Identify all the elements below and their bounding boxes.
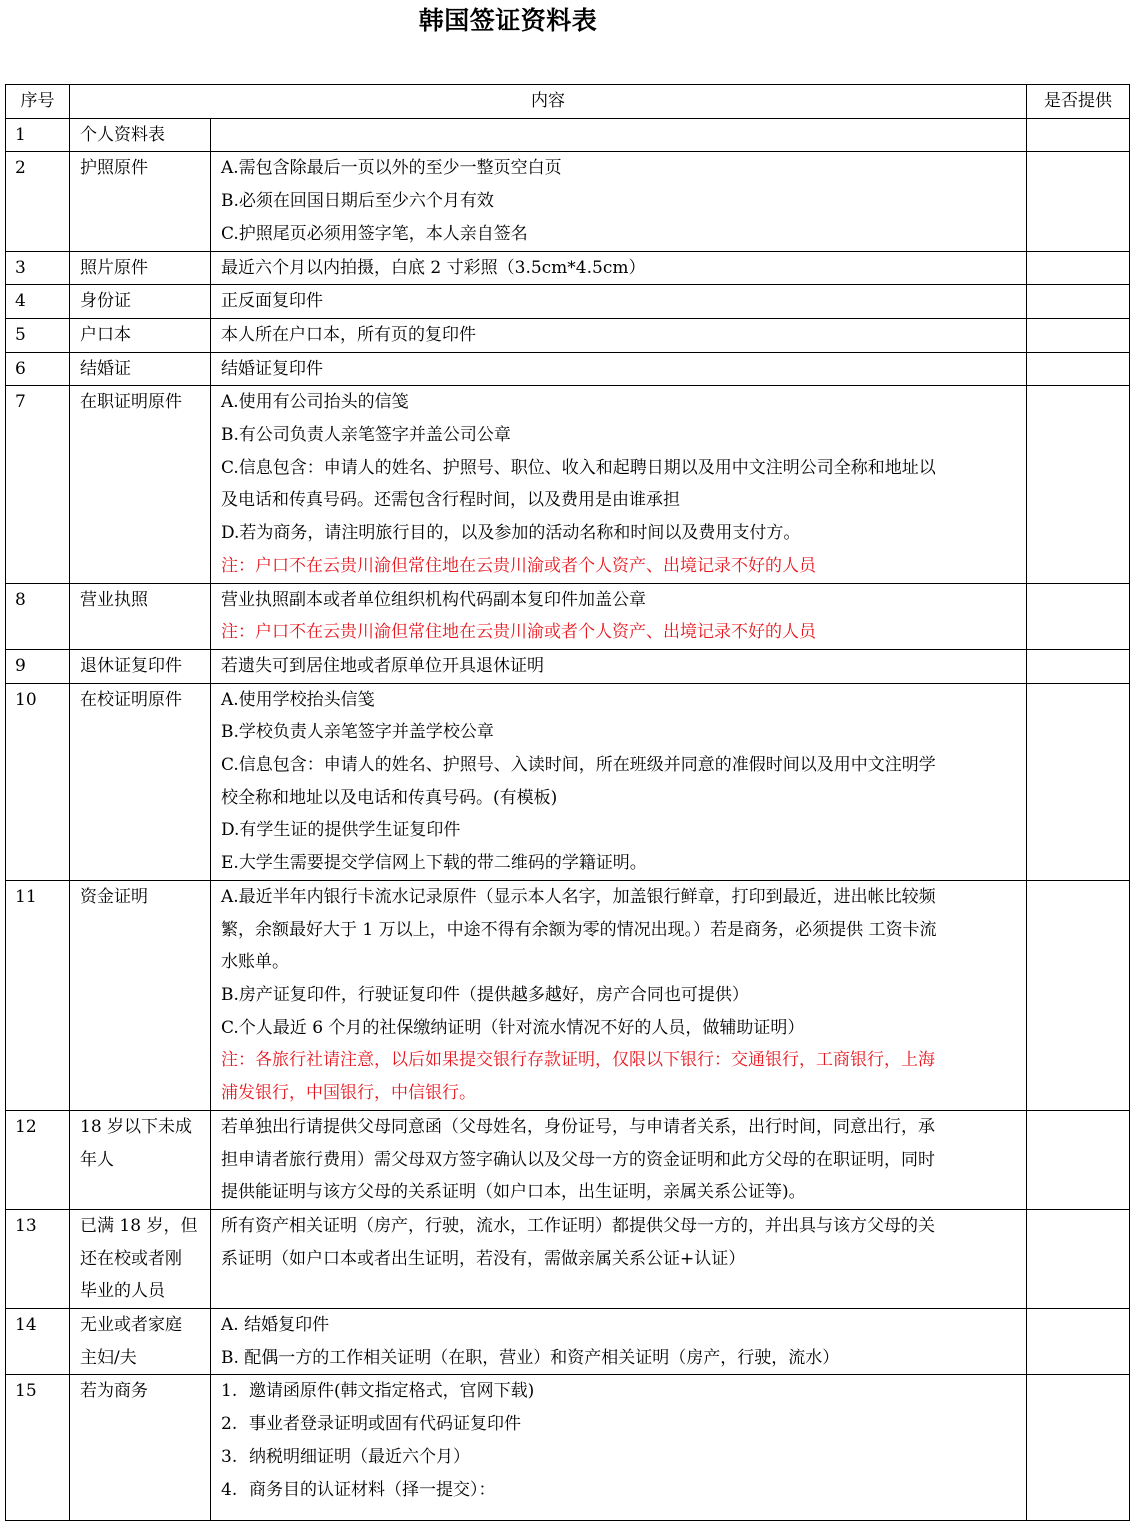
requirement-line: D.有学生证的提供学生证复印件: [221, 820, 461, 841]
page-title: 韩国签证资料表: [418, 6, 598, 35]
provided-checkbox-cell[interactable]: [1027, 118, 1130, 152]
requirement-line: 担申请者旅行费用）需父母双方签字确认以及父母一方的资金证明和此方父母的在职证明，同时: [221, 1149, 935, 1170]
requirement-line: A.使用学校抬头信笺: [221, 689, 375, 710]
provided-checkbox-cell[interactable]: [1027, 1309, 1130, 1375]
requirement-content: [211, 1209, 1027, 1308]
header-provided: 是否提供: [1027, 85, 1130, 119]
item-name: 身份证: [80, 291, 131, 312]
provided-checkbox-cell[interactable]: [1027, 386, 1130, 583]
document-item: [70, 386, 211, 583]
table-row: [6, 118, 1130, 152]
list-text: 事业者登录证明或固有代码证复印件: [249, 1414, 521, 1435]
requirement-content: [211, 683, 1027, 880]
requirement-line: B.有公司负责人亲笔签字并盖公司公章: [221, 425, 511, 446]
requirement-content: [211, 880, 1027, 1110]
document-item: [70, 583, 211, 649]
requirement-content: [211, 318, 1027, 352]
list-number: 1.: [221, 1381, 238, 1402]
requirement-line: 所有资产相关证明（房产，行驶，流水，工作证明）都提供父母一方的，并出具与该方父母的关: [221, 1215, 935, 1236]
list-item: [221, 1375, 1018, 1408]
document-item: [70, 1209, 211, 1308]
table-row: [6, 152, 1130, 251]
requirement-line: 若单独出行请提供父母同意函（父母姓名，身份证号，与申请者关系，出行时间，同意出行，承: [221, 1116, 935, 1137]
item-name: 资金证明: [80, 886, 148, 907]
requirement-line: A.需包含除最后一页以外的至少一整页空白页: [221, 158, 562, 179]
provided-checkbox-cell[interactable]: [1027, 1110, 1130, 1209]
table-row: [6, 318, 1130, 352]
table-row: [6, 1375, 1130, 1521]
list-number: 4.: [221, 1479, 238, 1500]
requirement-content: [211, 152, 1027, 251]
requirement-line: 系证明（如户口本或者出生证明，若没有，需做亲属关系公证+认证）: [221, 1248, 746, 1269]
item-name: 在校证明原件: [80, 689, 182, 710]
requirement-line: 繁，余额最好大于 1 万以上，中途不得有余额为零的情况出现。）若是商务，必须提供 工资卡流: [221, 919, 937, 940]
note-line: 浦发银行，中国银行，中信银行。: [221, 1083, 476, 1104]
row-number: 8: [6, 583, 70, 649]
requirement-line: 正反面复印件: [221, 291, 323, 312]
row-number: 7: [6, 386, 70, 583]
requirement-line: B. 配偶一方的工作相关证明（在职，营业）和资产相关证明（房产，行驶，流水）: [221, 1347, 840, 1368]
requirement-line: 结婚证复印件: [221, 358, 323, 379]
document-item: [70, 1309, 211, 1375]
document-item: [70, 251, 211, 285]
provided-checkbox-cell[interactable]: [1027, 649, 1130, 683]
table-row: [6, 683, 1130, 880]
document-item: [70, 1375, 211, 1521]
item-name: 退休证复印件: [80, 655, 182, 676]
row-number: 3: [6, 251, 70, 285]
document-item: [70, 683, 211, 880]
requirement-line: A.使用有公司抬头的信笺: [221, 392, 409, 413]
item-name: 护照原件: [80, 158, 148, 179]
row-number: 12: [6, 1110, 70, 1209]
list-number: 3.: [221, 1446, 238, 1467]
requirement-line: 本人所在户口本，所有页的复印件: [221, 324, 476, 345]
requirement-line: C.信息包含：申请人的姓名、护照号、职位、收入和起聘日期以及用中文注明公司全称和地址以: [221, 457, 936, 478]
provided-checkbox-cell[interactable]: [1027, 583, 1130, 649]
requirement-content: [211, 1309, 1027, 1375]
requirement-line: C.个人最近 6 个月的社保缴纳证明（针对流水情况不好的人员，做辅助证明）: [221, 1017, 805, 1038]
item-line: 无业或者家庭: [80, 1315, 182, 1336]
document-item: [70, 880, 211, 1110]
row-number: 5: [6, 318, 70, 352]
requirement-line: 营业执照副本或者单位组织机构代码副本复印件加盖公章: [221, 589, 646, 610]
requirement-content: [211, 285, 1027, 319]
requirement-line: 提供能证明与该方父母的关系证明（如户口本，出生证明，亲属关系公证等)。: [221, 1182, 806, 1203]
row-number: 13: [6, 1209, 70, 1308]
visa-document-table: [5, 84, 1130, 1521]
row-number: 11: [6, 880, 70, 1110]
provided-checkbox-cell[interactable]: [1027, 352, 1130, 386]
row-number: 1: [6, 118, 70, 152]
item-line: 还在校或者刚: [80, 1248, 182, 1269]
list-text: 纳税明细证明（最近六个月）: [249, 1446, 470, 1467]
table-row: [6, 1110, 1130, 1209]
item-line: 毕业的人员: [80, 1281, 165, 1302]
requirement-line: 水账单。: [221, 952, 289, 973]
item-name: 营业执照: [80, 589, 148, 610]
requirement-line: D.若为商务，请注明旅行目的，以及参加的活动名称和时间以及费用支付方。: [221, 523, 801, 544]
row-number: 4: [6, 285, 70, 319]
requirement-line: B.必须在回国日期后至少六个月有效: [221, 191, 494, 212]
table-row: [6, 386, 1130, 583]
requirement-line: E.大学生需要提交学信网上下载的带二维码的学籍证明。: [221, 853, 647, 874]
list-item: [221, 1441, 1018, 1474]
table-header-row: [6, 85, 1130, 119]
provided-checkbox-cell[interactable]: [1027, 880, 1130, 1110]
list-item: [221, 1474, 1018, 1507]
row-number: 10: [6, 683, 70, 880]
note-line: 注：各旅行社请注意，以后如果提交银行存款证明，仅限以下银行：交通银行，工商银行，上海: [221, 1050, 935, 1071]
requirement-content: [211, 649, 1027, 683]
table-row: [6, 880, 1130, 1110]
header-no: 序号: [6, 85, 70, 119]
document-item: [70, 118, 211, 152]
document-item: [70, 1110, 211, 1209]
requirement-content: [211, 251, 1027, 285]
row-number: 6: [6, 352, 70, 386]
requirement-line: B.学校负责人亲笔签字并盖学校公章: [221, 722, 494, 743]
requirement-content: [211, 1110, 1027, 1209]
requirement-line: 校全称和地址以及电话和传真号码。(有模板): [221, 787, 558, 808]
document-item: [70, 318, 211, 352]
item-name: 个人资料表: [80, 124, 165, 145]
table-row: [6, 285, 1130, 319]
table-row: [6, 1209, 1130, 1308]
provided-checkbox-cell[interactable]: [1027, 683, 1130, 880]
requirement-line: 若遗失可到居住地或者原单位开具退休证明: [221, 655, 544, 676]
document-item: [70, 649, 211, 683]
list-number: 2.: [221, 1414, 238, 1435]
requirement-line: A.最近半年内银行卡流水记录原件（显示本人名字，加盖银行鲜章，打印到最近，进出帐比较频: [221, 886, 936, 907]
table-row: [6, 251, 1130, 285]
item-name: 结婚证: [80, 358, 131, 379]
list-text: 邀请函原件(韩文指定格式，官网下载): [249, 1381, 535, 1402]
requirement-content: [211, 352, 1027, 386]
provided-checkbox-cell[interactable]: [1027, 1209, 1130, 1308]
item-line: 已满 18 岁，但: [80, 1215, 198, 1236]
row-number: 15: [6, 1375, 70, 1521]
item-line: 年人: [80, 1149, 114, 1170]
provided-checkbox-cell[interactable]: [1027, 152, 1130, 251]
row-number: 9: [6, 649, 70, 683]
requirement-line: A. 结婚复印件: [221, 1315, 330, 1336]
row-number: 14: [6, 1309, 70, 1375]
header-content: 内容: [70, 85, 1027, 119]
list-text: 商务目的认证材料（择一提交）：: [249, 1479, 496, 1500]
note-line: 注：户口不在云贵川渝但常住地在云贵川渝或者个人资产、出境记录不好的人员: [221, 622, 816, 643]
requirement-line: 及电话和传真号码。还需包含行程时间，以及费用是由谁承担: [221, 490, 680, 511]
requirement-line: B.房产证复印件，行驶证复印件（提供越多越好，房产合同也可提供）: [221, 984, 749, 1005]
table-row: [6, 649, 1130, 683]
note-line: 注：户口不在云贵川渝但常住地在云贵川渝或者个人资产、出境记录不好的人员: [221, 555, 816, 576]
document-item: [70, 352, 211, 386]
provided-checkbox-cell[interactable]: [1027, 285, 1130, 319]
item-line: 主妇/夫: [80, 1347, 137, 1368]
document-item: [70, 285, 211, 319]
provided-checkbox-cell[interactable]: [1027, 251, 1130, 285]
requirement-content: [211, 386, 1027, 583]
item-line: 18 岁以下未成: [80, 1116, 193, 1137]
provided-checkbox-cell[interactable]: [1027, 1375, 1130, 1521]
requirement-content: [211, 583, 1027, 649]
table-row: [6, 1309, 1130, 1375]
requirement-line: 最近六个月以内拍摄，白底 2 寸彩照（3.5cm*4.5cm）: [221, 257, 646, 278]
requirement-line: C.护照尾页必须用签字笔，本人亲自签名: [221, 223, 528, 244]
item-name: 照片原件: [80, 257, 148, 278]
table-row: [6, 352, 1130, 386]
table-row: [6, 583, 1130, 649]
requirement-content: [211, 1375, 1027, 1521]
item-name: 在职证明原件: [80, 392, 182, 413]
list-item: [221, 1408, 1018, 1441]
document-item: [70, 152, 211, 251]
item-name: 户口本: [80, 324, 131, 345]
item-name: 若为商务: [80, 1381, 148, 1402]
requirement-line: C.信息包含：申请人的姓名、护照号、入读时间，所在班级并同意的准假时间以及用中文注明学: [221, 755, 936, 776]
row-number: 2: [6, 152, 70, 251]
provided-checkbox-cell[interactable]: [1027, 318, 1130, 352]
requirement-content: [211, 118, 1027, 152]
